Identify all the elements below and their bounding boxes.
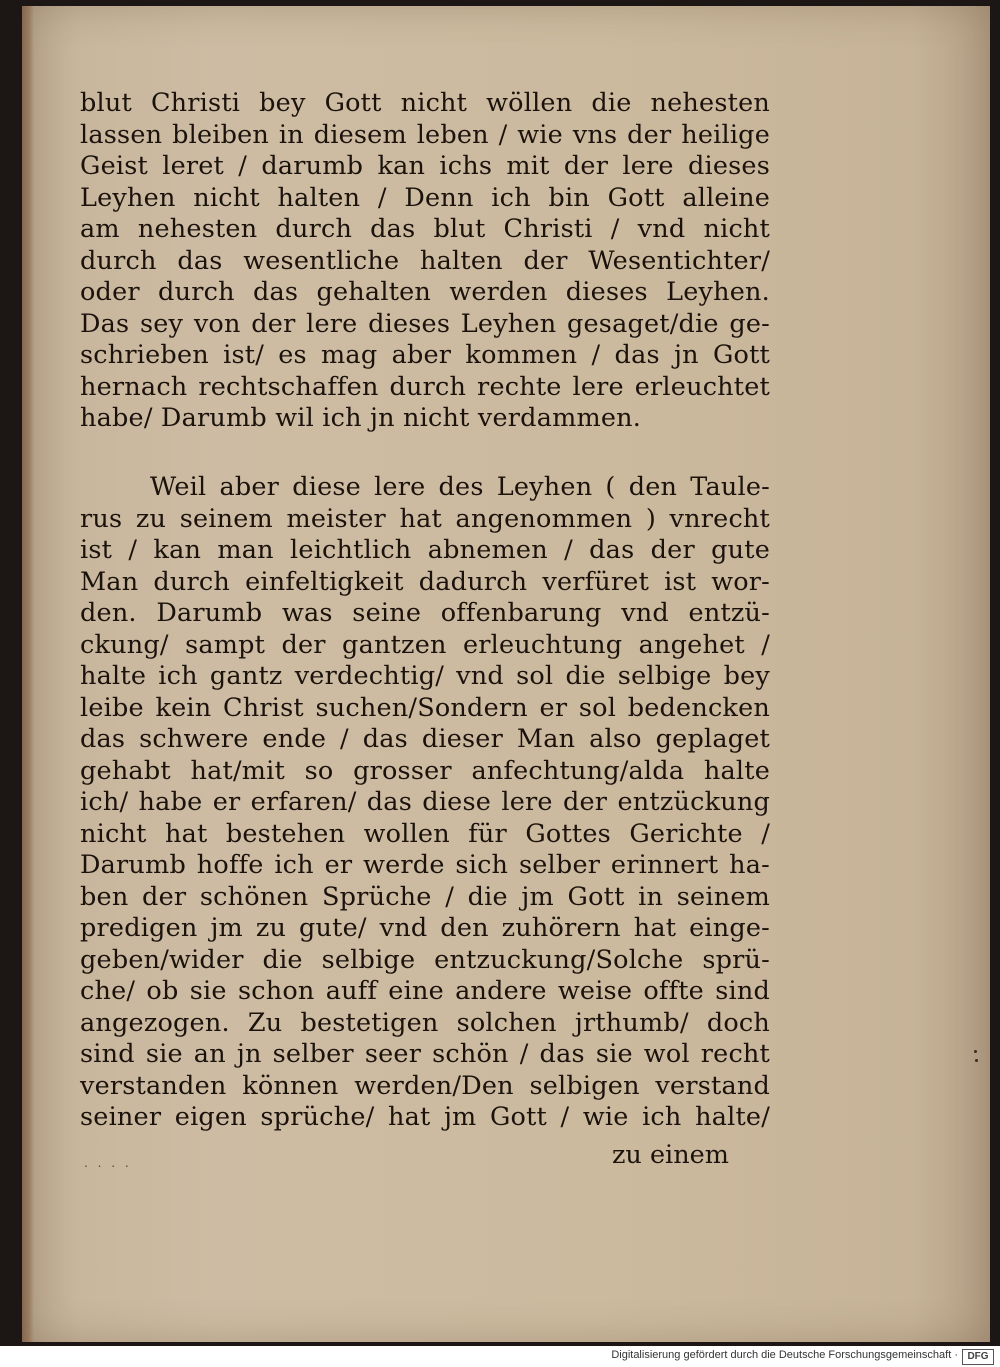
- text-line: ich/ habe er erfaren/ das diese lere der entzückung: [80, 787, 770, 817]
- margin-marks: . . . .: [84, 1156, 132, 1170]
- dfg-logo: DFG: [962, 1349, 994, 1365]
- text-line: blut Christi bey Gott nicht wöllen die nehesten: [80, 88, 770, 118]
- text-line: Leyhen nicht halten / Denn ich bin Gott alleine: [80, 182, 770, 213]
- text-line: leibe kein Christ suchen/Sondern er sol bedencken: [80, 692, 770, 723]
- text-line: ben der schönen Sprüche / die jm Gott in seinem: [80, 881, 770, 912]
- text-line: ist / kan man leichtlich abnemen / das der gute: [80, 535, 770, 565]
- ink-specks: [974, 1050, 980, 1070]
- text-line: Das sey von der lere dieses Leyhen gesaget/die ge-: [80, 308, 770, 339]
- text-line: den. Darumb was seine offenbarung vnd entzü-: [80, 598, 770, 628]
- text-line: ckung/ sampt der gantzen erleuchtung angehet /: [80, 629, 770, 660]
- text-line: rus zu seinem meister hat angenommen ) vnrecht: [80, 503, 770, 534]
- text-line: predigen jm zu gute/ vnd den zuhörern hat einge-: [80, 913, 770, 943]
- text-line: am nehesten durch das blut Christi / vnd nicht: [80, 214, 770, 244]
- text-line: Man durch einfeltigkeit dadurch verfüret ist wor-: [80, 566, 770, 597]
- text-line: durch das wesentliche halten der Wesentichter/: [80, 245, 770, 276]
- text-line: lassen bleiben in diesem leben / wie vns der heilige: [80, 119, 770, 150]
- catchword: zu einem: [612, 1140, 729, 1170]
- text-line: das schwere ende / das dieser Man also geplaget: [80, 724, 770, 754]
- text-line: oder durch das gehalten werden dieses Leyhen.: [80, 277, 770, 307]
- text-line: nicht hat bestehen wollen für Gottes Gerichte /: [80, 818, 770, 849]
- text-line: halte ich gantz verdechtig/ vnd sol die selbige bey: [80, 661, 770, 691]
- text-line: Weil aber diese lere des Leyhen ( den Taule-: [150, 472, 770, 502]
- page-binding-edge: [22, 6, 34, 1342]
- text-line: seiner eigen sprüche/ hat jm Gott / wie ich halte/: [80, 1102, 770, 1132]
- text-line: habe/ Darumb wil ich jn nicht verdammen.: [80, 403, 642, 433]
- paragraph-2: [80, 472, 770, 1134]
- funding-credit: Digitalisierung gefördert durch die Deutsche Forschungsgemeinschaft ·: [611, 1349, 958, 1361]
- text-line: sind sie an jn selber seer schön / das sie wol recht: [80, 1039, 770, 1069]
- text-line: angezogen. Zu bestetigen solchen jrthumb/ doch: [80, 1007, 770, 1038]
- text-line: schrieben ist/ es mag aber kommen / das jn Gott: [80, 340, 770, 370]
- text-line: che/ ob sie schon auff eine andere weise offte sind: [80, 976, 770, 1006]
- text-line: Geist leret / darumb kan ichs mit der lere dieses: [80, 151, 770, 181]
- paragraph-1: [80, 88, 770, 435]
- text-line: verstanden können werden/Den selbigen verstand: [80, 1070, 770, 1101]
- text-line: Darumb hoffe ich er werde sich selber erinnert ha-: [80, 850, 770, 880]
- text-line: gehabt hat/mit so grosser anfechtung/alda halte: [80, 755, 770, 786]
- footer-bar: [0, 1346, 1000, 1367]
- text-line: hernach rechtschaffen durch rechte lere erleuchtet: [80, 371, 770, 402]
- text-line: geben/wider die selbige entzuckung/Solche sprü-: [80, 944, 770, 975]
